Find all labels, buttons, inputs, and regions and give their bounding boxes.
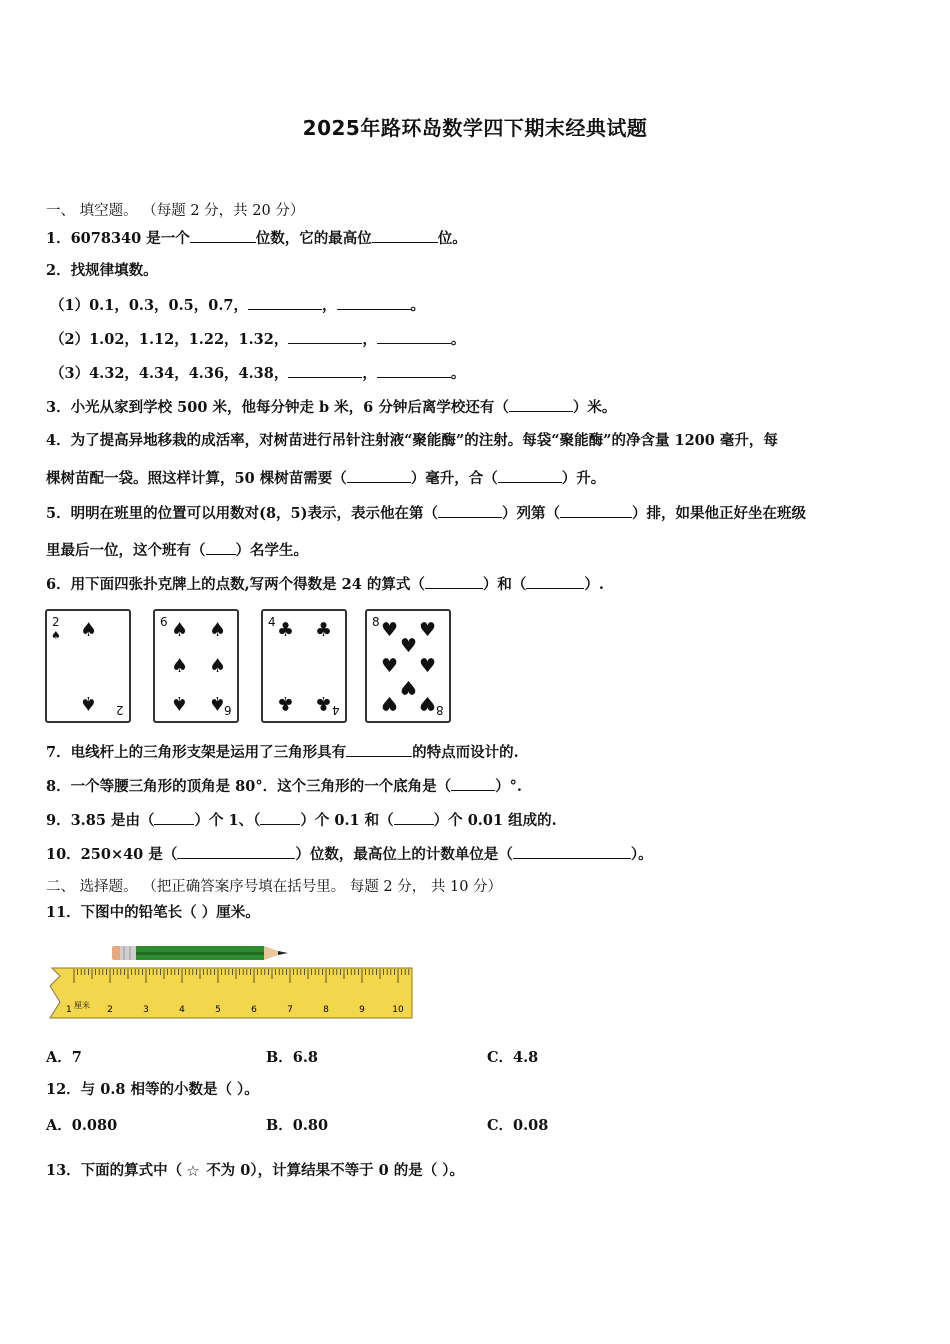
answer-blank[interactable]	[394, 810, 434, 825]
answer-blank[interactable]	[451, 776, 495, 791]
spade-icon: ♠	[80, 619, 98, 641]
q7-text-a: 7．电线杆上的三角形支架是运用了三角形具有	[46, 744, 347, 761]
question-2-part-1	[50, 295, 425, 316]
answer-blank[interactable]	[337, 295, 411, 310]
star-icon: ☆	[186, 1162, 200, 1180]
q6-text-a: 6．用下面四张扑克牌上的点数,写两个得数是 24 的算式（	[46, 576, 425, 593]
period: 。	[410, 297, 425, 314]
answer-blank[interactable]	[154, 810, 194, 825]
q10-text-a: 10．250×40 是（	[46, 846, 178, 863]
question-5-line-1	[46, 503, 806, 524]
q5-text-d: 里最后一位，这个班有（	[46, 542, 206, 559]
heart-icon: ♥	[381, 692, 399, 714]
spade-icon: ♠	[209, 619, 227, 641]
q11-option-c[interactable]: C．4.8	[487, 1049, 539, 1066]
pencil-ruler-figure	[46, 940, 418, 1022]
q12-option-c[interactable]: C．0.08	[487, 1117, 549, 1134]
q13-text-b: 不为 0），计算结果不等于 0 的是（ ）。	[206, 1162, 465, 1179]
question-10	[46, 844, 653, 865]
card-rank: 8	[372, 615, 380, 629]
q4-text-c: ）升。	[561, 470, 606, 487]
q3-text-b: ）米。	[572, 399, 617, 416]
question-2-stem: 2．找规律填数。	[46, 262, 158, 279]
ruler-tick-label: 8	[323, 1005, 329, 1015]
answer-blank[interactable]	[346, 742, 412, 757]
question-7	[46, 742, 519, 763]
q13-text-a: 13．下面的算式中（	[46, 1162, 183, 1179]
club-icon: ♣	[277, 692, 295, 714]
spade-icon: ♠	[80, 692, 98, 714]
question-4-line-1: 4．为了提高异地移栽的成活率，对树苗进行吊针注射液“聚能酶”的注射。每袋“聚能酶”的净含量 1200 毫升，每	[46, 432, 778, 449]
q5-text-a: 5．明明在班里的位置可以用数对(8，5)表示，表示他在第（	[46, 505, 438, 522]
spade-icon: ♠	[209, 655, 227, 677]
question-6	[46, 574, 604, 595]
answer-blank[interactable]	[206, 540, 236, 555]
ruler-tick-label: 9	[359, 1005, 365, 1015]
question-2-part-3	[50, 363, 465, 384]
q1-text-b: 位数，它的最高位	[255, 230, 372, 247]
q3-text-a: 3．小光从家到学校 500 米，他每分钟走 b 米，6 分钟后离学校还有（	[46, 399, 509, 416]
heart-icon: ♥	[419, 619, 437, 641]
answer-blank[interactable]	[509, 397, 573, 412]
ruler-tick-label: 3	[143, 1005, 149, 1015]
answer-blank[interactable]	[377, 329, 451, 344]
q9-text-a: 9．3.85 是由（	[46, 812, 155, 829]
heart-icon: ♥	[400, 635, 418, 657]
question-13	[46, 1161, 464, 1181]
heart-icon: ♥	[419, 655, 437, 677]
spade-icon: ♠	[171, 619, 189, 641]
ruler-tick-label: 10	[392, 1005, 404, 1015]
answer-blank[interactable]	[438, 503, 502, 518]
q1-text-c: 位。	[437, 230, 467, 247]
answer-blank[interactable]	[425, 574, 483, 589]
question-4-line-2	[46, 468, 605, 489]
answer-blank[interactable]	[288, 329, 362, 344]
section-2-heading: 二、 选择题。 （把正确答案序号填在括号里。 每题 2 分， 共 10 分）	[46, 879, 503, 895]
playing-card-4-clubs	[261, 609, 347, 723]
answer-blank[interactable]	[260, 810, 300, 825]
q9-text-b: ）个 1、（	[194, 812, 261, 829]
answer-blank[interactable]	[177, 844, 295, 859]
playing-cards-figure	[45, 609, 455, 727]
q5-text-b: ）列第（	[502, 505, 560, 522]
answer-blank[interactable]	[248, 295, 322, 310]
ruler-tick-label: 2	[107, 1005, 113, 1015]
q10-text-c: ）。	[630, 846, 653, 863]
answer-blank[interactable]	[560, 503, 632, 518]
answer-blank[interactable]	[288, 363, 362, 378]
playing-card-2-spades	[45, 609, 131, 723]
question-9	[46, 810, 557, 831]
question-8	[46, 776, 522, 797]
q2-sequence-3: （3）4.32，4.34，4.36，4.38，	[50, 365, 289, 382]
heart-icon: ♥	[381, 655, 399, 677]
q8-text-b: ）°.	[495, 778, 522, 795]
heart-icon: ♥	[400, 676, 418, 698]
q9-text-d: ）个 0.01 组成的.	[433, 812, 557, 829]
answer-blank[interactable]	[513, 844, 631, 859]
q5-text-c: ）排，如果他正好坐在班级	[632, 505, 806, 522]
pencil-icon	[112, 946, 288, 960]
answer-blank[interactable]	[347, 468, 411, 483]
spade-icon: ♠	[51, 629, 61, 642]
ruler-icon	[50, 968, 412, 1018]
q1-text-a: 1．6078340 是一个	[46, 230, 190, 247]
card-rank: 6	[224, 703, 232, 717]
ruler-tick-label: 4	[179, 1005, 185, 1015]
q4-text-a: 棵树苗配一袋。照这样计算，50 棵树苗需要（	[46, 470, 347, 487]
ruler-unit-label: 厘米	[74, 1001, 90, 1010]
spade-icon: ♠	[171, 655, 189, 677]
q5-text-e: ）名学生。	[235, 542, 308, 559]
pencil-ruler-illustration	[46, 940, 418, 1022]
heart-icon: ♥	[381, 619, 399, 641]
q10-text-b: ）位数，最高位上的计数单位是（	[295, 846, 513, 863]
club-icon: ♣	[277, 619, 295, 641]
card-rank: 8	[436, 703, 444, 717]
answer-blank[interactable]	[498, 468, 562, 483]
separator: ，	[322, 297, 337, 314]
q2-sequence-1: （1）0.1，0.3，0.5，0.7，	[50, 297, 248, 314]
ruler-tick-label: 6	[251, 1005, 257, 1015]
question-3	[46, 397, 616, 418]
q9-text-c: ）个 0.1 和（	[300, 812, 394, 829]
question-1	[46, 228, 467, 249]
club-icon: ♣	[315, 619, 333, 641]
ruler-tick-label: 7	[287, 1005, 293, 1015]
spade-icon: ♠	[171, 692, 189, 714]
card-rank: 2	[116, 703, 124, 717]
separator: ，	[362, 365, 377, 382]
q4-text-b: ）毫升，合（	[410, 470, 498, 487]
answer-blank[interactable]	[377, 363, 451, 378]
period: 。	[450, 365, 466, 382]
spade-icon: ♠	[209, 692, 227, 714]
q2-sequence-2: （2）1.02，1.12，1.22，1.32，	[50, 331, 289, 348]
answer-blank[interactable]	[526, 574, 584, 589]
q8-text-a: 8．一个等腰三角形的顶角是 80°．这个三角形的一个底角是（	[46, 778, 452, 795]
q11-option-b[interactable]: B．6.8	[266, 1049, 318, 1066]
ruler-tick-label: 5	[215, 1005, 221, 1015]
q7-text-b: 的特点而设计的.	[412, 744, 519, 761]
q12-option-b[interactable]: B．0.80	[266, 1117, 329, 1134]
question-11-stem: 11．下图中的铅笔长（ ）厘米。	[46, 904, 260, 921]
q6-text-c: ）.	[584, 576, 604, 593]
answer-blank[interactable]	[190, 228, 256, 243]
q11-option-a[interactable]: A．7	[46, 1049, 82, 1066]
ruler-tick-label: 1	[66, 1005, 72, 1015]
section-1-heading: 一、 填空题。 （每题 2 分，共 20 分）	[46, 203, 305, 219]
page-title: 2025年路环岛数学四下期末经典试题	[302, 116, 648, 140]
card-rank: 4	[268, 615, 276, 629]
period: 。	[450, 331, 466, 348]
question-12-stem: 12．与 0.8 相等的小数是（ ）。	[46, 1081, 259, 1098]
card-rank: 2	[52, 615, 60, 629]
question-2-part-2	[50, 329, 465, 350]
card-rank: 4	[332, 703, 340, 717]
question-5-line-2	[46, 540, 308, 561]
q6-text-b: ）和（	[482, 576, 527, 593]
playing-card-8-hearts	[365, 609, 451, 723]
q12-option-a[interactable]: A．0.080	[46, 1117, 118, 1134]
heart-icon: ♥	[419, 692, 437, 714]
separator: ，	[362, 331, 377, 348]
card-rank: 6	[160, 615, 168, 629]
club-icon: ♣	[315, 692, 333, 714]
answer-blank[interactable]	[372, 228, 438, 243]
playing-card-6-spades	[153, 609, 239, 723]
